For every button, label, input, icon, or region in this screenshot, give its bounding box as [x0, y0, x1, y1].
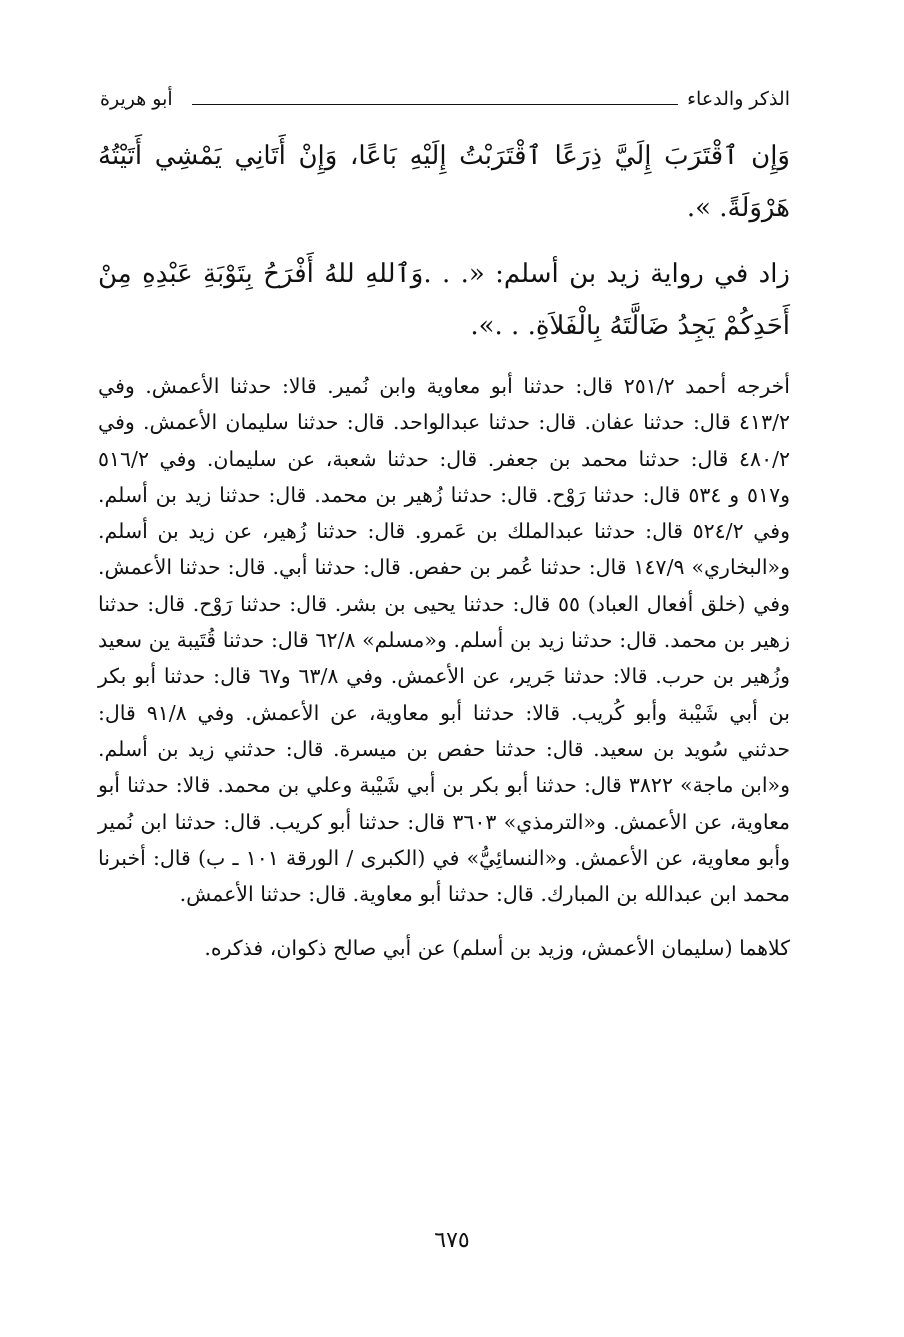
narration-addition: زاد في رواية زيد بن أسلم: «. . .وَٱللهِ للهُ أَفْرَحُ بِتَوْبَةِ عَبْدِهِ مِنْ أَحَدِكُمْ يَجِدُ ضَالَّتَهُ بِالْفَلاَةِ. . .».	[98, 259, 790, 341]
page-number: ٦٧٥	[434, 1228, 470, 1253]
running-header	[100, 84, 790, 120]
closing-paragraph: كلاهما (سليمان الأعمش، وزيد بن أسلم) عن أبي صالح ذكوان، فذكره.	[204, 936, 790, 961]
header-rule	[192, 104, 678, 105]
narrator-name: أبو هريرة	[100, 88, 173, 110]
hadith-text: وَإِن ٱقْتَرَبَ إِلَيَّ ذِرَعًا ٱقْتَرَبْتُ إِلَيْهِ بَاعًا، وَإِنْ أَتَانِي يَمْشِي أَتَيْتُهُ هَرْوَلَةً. ».	[98, 141, 790, 223]
section-title: الذكر والدعاء	[687, 88, 790, 110]
takhrij-paragraph: أخرجه أحمد ٢٥١/٢ قال: حدثنا أبو معاوية وابن نُمير. قالا: حدثنا الأعمش. وفي ٤١٣/٢ قال: حدثنا عفان. قال: حدثنا عبدالواحد. قال: حدثنا سليمان الأعمش. وفي ٤٨٠/٢ قال: حدثنا محمد بن جعفر. قال: حدثنا شعبة، عن سليمان. وفي ٥١٦/٢ و٥١٧ و ٥٣٤ قال: حدثنا رَوْح. قال: حدثنا زُهير بن محمد. قال: حدثنا زيد بن أسلم. وفي ٥٢٤/٢ قال: حدثنا عبدالملك بن عَمرو. قال: حدثنا زُهير، عن زيد بن أسلم. و«البخاري» ١٤٧/٩ قال: حدثنا عُمر بن حفص. قال: حدثنا أبي. قال: حدثنا الأعمش. وفي (خلق أفعال العباد) ٥٥ قال: حدثنا يحيى بن بشر. قال: حدثنا رَوْح. قال: حدثنا زهير بن محمد. قال: حدثنا زيد بن أسلم. و«مسلم» ٦٢/٨ قال: حدثنا قُتَيبة ين سعيد وزُهير بن حرب. قالا: حدثنا جَرير، عن الأعمش. وفي ٦٣/٨ و٦٧ قال: حدثنا أبو بكر بن أبي شَيْبة وأبو كُريب. قالا: حدثنا أبو معاوية، عن الأعمش. وفي ٩١/٨ قال: حدثني سُويد بن سعيد. قال: حدثنا حفص بن ميسرة. قال: حدثني زيد بن أسلم. و«ابن ماجة» ٣٨٢٢ قال: حدثنا أبو بكر بن أبي شَيْبة وعلي بن محمد. قالا: حدثنا أبو معاوية، عن الأعمش. و«الترمذي» ٣٦٠٣ قال: حدثنا أبو كريب. قال: حدثنا ابن نُمير وأبو معاوية، عن الأعمش. و«النسائِيُّ» في (الكبرى / الورقة ١٠١ ـ ب) قال: أخبرنا محمد ابن عبدالله بن المبارك. قال: حدثنا أبو معاوية. قال: حدثنا الأعمش.	[98, 374, 791, 907]
page-body	[98, 130, 790, 970]
